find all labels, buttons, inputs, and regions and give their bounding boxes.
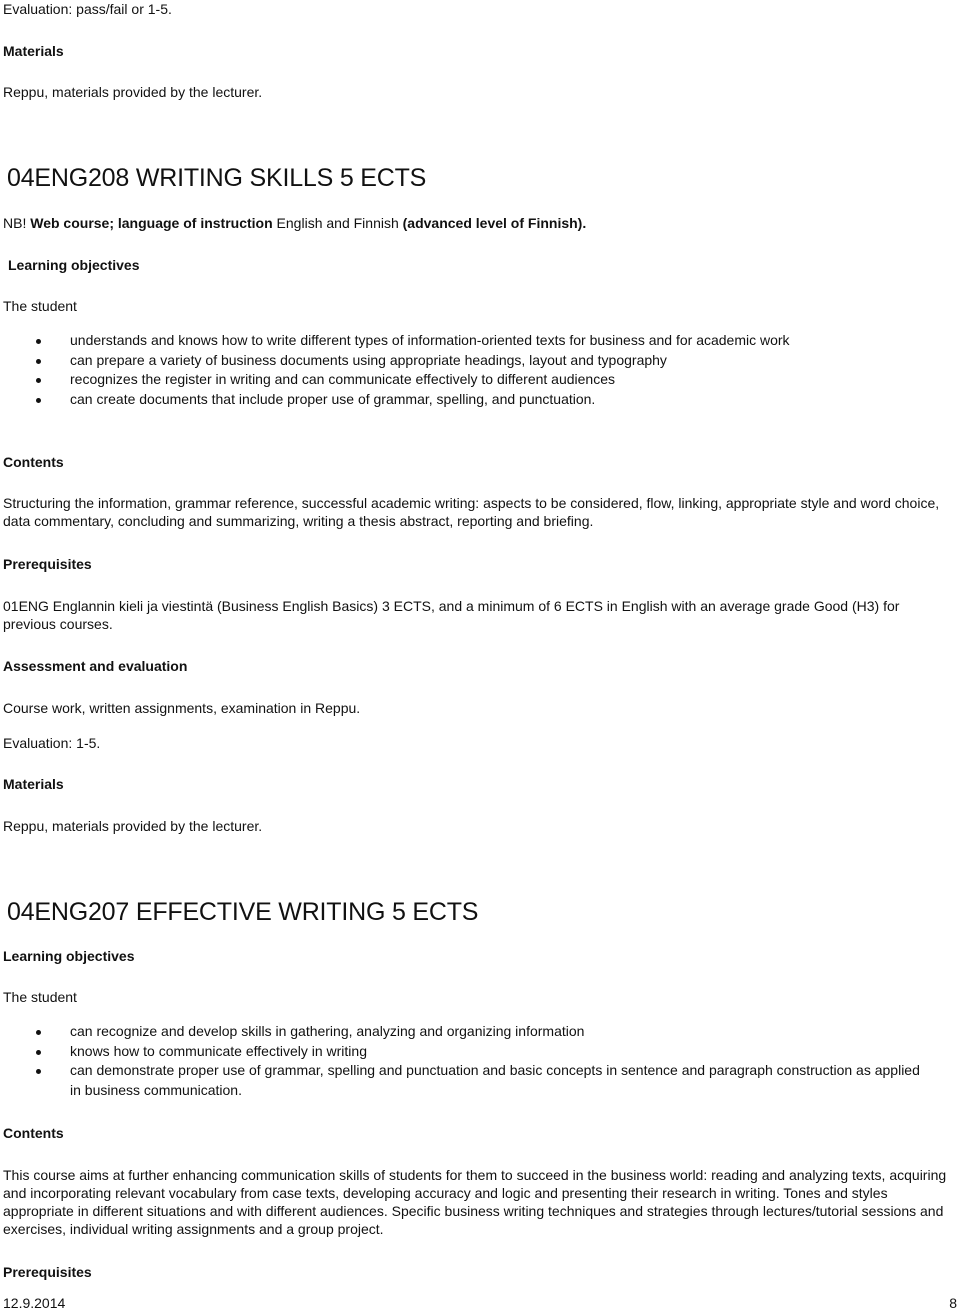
list-item: recognizes the register in writing and can communicate effectively to different audiences: [70, 370, 810, 390]
top-materials-text: Reppu, materials provided by the lecturer.: [3, 84, 263, 100]
course2-student: The student: [3, 989, 77, 1005]
course1-contents-heading: Contents: [3, 454, 64, 470]
course2-contents-text: This course aims at further enhancing communication skills of students for them to succeed in the business world: reading and analyzing texts, acquiring and incorporating relevant vocabulary from case texts, developing accuracy and logic and presenting their research in writing. Tones and styles appropriate in different situations and with different audiences. Specific business writing techniques and strategies through lectures/tutorial sessions and exercises, individual writing assignments and a group project.: [3, 1167, 947, 1237]
bullet-icon: [36, 359, 41, 364]
course2-objectives-list: [70, 1022, 930, 1100]
course2-objectives-heading: Learning objectives: [3, 948, 135, 964]
course2-prereq-heading: Prerequisites: [3, 1264, 92, 1280]
list-item: can create documents that include proper use of grammar, spelling, and punctuation.: [70, 390, 810, 410]
course1-objectives-list: [70, 331, 810, 409]
course1-prereq-heading: Prerequisites: [3, 556, 92, 572]
course1-note-bold1: Web course; language of instruction: [30, 215, 273, 231]
course1-note-bold2: (advanced level of Finnish).: [402, 215, 587, 231]
list-item: can demonstrate proper use of grammar, spelling and punctuation and basic concepts in sentence and paragraph construction as applied in business communication.: [70, 1061, 930, 1100]
bullet-icon: [36, 1030, 41, 1035]
course1-objectives-heading: Learning objectives: [8, 257, 140, 273]
course1-note: [3, 214, 586, 232]
course1-note-nb: NB!: [3, 215, 31, 231]
course1-evaluation: Evaluation: 1-5.: [3, 735, 101, 751]
course1-note-plain: English and Finnish: [272, 215, 403, 231]
course1-prereq-text: 01ENG Englannin kieli ja viestintä (Business English Basics) 3 ECTS, and a minimum of 6 ECTS in English with an average grade Good (H3) for previous courses.: [3, 598, 900, 632]
list-item: understands and knows how to write different types of information-oriented texts for business and for academic work: [70, 331, 810, 351]
bullet-icon: [36, 1069, 41, 1074]
course1-materials-text: Reppu, materials provided by the lecturer.: [3, 818, 263, 834]
bullet-icon: [36, 1050, 41, 1055]
course1-assessment-text: Course work, written assignments, examination in Reppu.: [3, 700, 361, 716]
course1-student: The student: [3, 298, 77, 314]
bullet-icon: [36, 378, 41, 383]
footer-page-number: 8: [949, 1295, 957, 1311]
top-materials-heading: Materials: [3, 43, 64, 59]
bullet-icon: [36, 339, 41, 344]
list-item: can prepare a variety of business documents using appropriate headings, layout and typography: [70, 351, 810, 371]
course1-materials-heading: Materials: [3, 776, 64, 792]
course1-contents-text: Structuring the information, grammar reference, successful academic writing: aspects to be considered, flow, linking, appropriate style and word choice, data commentary, concluding and summarizing, writing a thesis abstract, reporting and briefing.: [3, 495, 940, 529]
footer-date: 12.9.2014: [3, 1295, 66, 1311]
bullet-icon: [36, 398, 41, 403]
course1-title: 04ENG208 WRITING SKILLS 5 ECTS: [7, 164, 427, 192]
course2-contents-heading: Contents: [3, 1125, 64, 1141]
top-evaluation: Evaluation: pass/fail or 1-5.: [3, 1, 172, 17]
course2-title: 04ENG207 EFFECTIVE WRITING 5 ECTS: [7, 898, 479, 926]
course1-assessment-heading: Assessment and evaluation: [3, 658, 188, 674]
list-item: can recognize and develop skills in gathering, analyzing and organizing information: [70, 1022, 930, 1042]
list-item: knows how to communicate effectively in writing: [70, 1042, 930, 1062]
